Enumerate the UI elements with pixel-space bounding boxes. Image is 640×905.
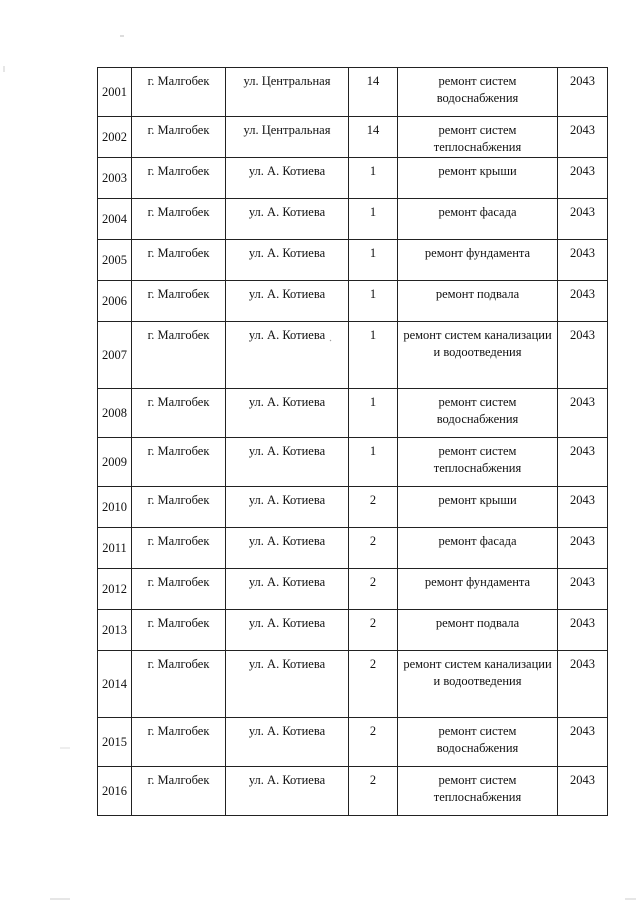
city-cell: г. Малгобек (132, 610, 226, 651)
street-cell: ул. А. Котиева (226, 569, 349, 610)
row-number-cell: 2005 (98, 240, 132, 281)
year-cell: 2043 (558, 487, 608, 528)
city-cell: г. Малгобек (132, 528, 226, 569)
city-cell: г. Малгобек (132, 158, 226, 199)
street-cell: ул. А. Котиева (226, 281, 349, 322)
row-number-cell: 2006 (98, 281, 132, 322)
table-row (98, 528, 608, 569)
year-cell: 2043 (558, 199, 608, 240)
row-number-cell: 2008 (98, 389, 132, 438)
city-cell: г. Малгобек (132, 651, 226, 718)
city-cell: г. Малгобек (132, 487, 226, 528)
table-row (98, 487, 608, 528)
table-row (98, 767, 608, 816)
row-number-cell: 2003 (98, 158, 132, 199)
row-number-cell: 2014 (98, 651, 132, 718)
work-type-cell: ремонт подвала (398, 281, 558, 322)
table-row (98, 281, 608, 322)
year-cell: 2043 (558, 718, 608, 767)
street-cell: ул. А. Котиева (226, 322, 349, 389)
street-cell: ул. А. Котиева (226, 487, 349, 528)
city-cell: г. Малгобек (132, 569, 226, 610)
work-type-cell: ремонт систем теплоснабжения (398, 117, 558, 158)
street-cell: ул. Центральная (226, 68, 349, 117)
house-number-cell: 2 (349, 569, 398, 610)
table-row (98, 610, 608, 651)
year-cell: 2043 (558, 389, 608, 438)
table-body (98, 68, 608, 816)
year-cell: 2043 (558, 528, 608, 569)
year-cell: 2043 (558, 610, 608, 651)
street-cell: ул. А. Котиева (226, 438, 349, 487)
city-cell: г. Малгобек (132, 240, 226, 281)
house-number-cell: 1 (349, 158, 398, 199)
work-type-cell: ремонт систем канализации и водоотведения (398, 651, 558, 718)
table-row (98, 240, 608, 281)
row-number-cell: 2010 (98, 487, 132, 528)
row-number-cell: 2007 (98, 322, 132, 389)
city-cell: г. Малгобек (132, 68, 226, 117)
row-number-cell: 2012 (98, 569, 132, 610)
city-cell: г. Малгобек (132, 389, 226, 438)
city-cell: г. Малгобек (132, 199, 226, 240)
street-cell: ул. А. Котиева (226, 651, 349, 718)
row-number-cell: 2015 (98, 718, 132, 767)
table-row (98, 322, 608, 389)
street-cell: ул. А. Котиева (226, 389, 349, 438)
house-number-cell: 14 (349, 68, 398, 117)
city-cell: г. Малгобек (132, 438, 226, 487)
year-cell: 2043 (558, 438, 608, 487)
table-row (98, 651, 608, 718)
house-number-cell: 1 (349, 389, 398, 438)
table-row (98, 438, 608, 487)
row-number-cell: 2016 (98, 767, 132, 816)
house-number-cell: 2 (349, 767, 398, 816)
row-number-cell: 2001 (98, 68, 132, 117)
work-type-cell: ремонт систем теплоснабжения (398, 767, 558, 816)
year-cell: 2043 (558, 240, 608, 281)
work-type-cell: ремонт крыши (398, 487, 558, 528)
table-row (98, 199, 608, 240)
year-cell: 2043 (558, 569, 608, 610)
house-number-cell: 1 (349, 281, 398, 322)
house-number-cell: 2 (349, 610, 398, 651)
street-cell: ул. А. Котиева (226, 199, 349, 240)
city-cell: г. Малгобек (132, 767, 226, 816)
house-number-cell: 1 (349, 199, 398, 240)
house-number-cell: 2 (349, 651, 398, 718)
table-row (98, 389, 608, 438)
house-number-cell: 2 (349, 718, 398, 767)
table-row (98, 117, 608, 158)
city-cell: г. Малгобек (132, 718, 226, 767)
year-cell: 2043 (558, 322, 608, 389)
table-row (98, 718, 608, 767)
year-cell: 2043 (558, 68, 608, 117)
table-row (98, 68, 608, 117)
row-number-cell: 2009 (98, 438, 132, 487)
house-number-cell: 1 (349, 240, 398, 281)
house-number-cell: 14 (349, 117, 398, 158)
year-cell: 2043 (558, 767, 608, 816)
row-number-cell: 2013 (98, 610, 132, 651)
work-type-cell: ремонт систем водоснабжения (398, 68, 558, 117)
work-type-cell: ремонт крыши (398, 158, 558, 199)
house-number-cell: 2 (349, 487, 398, 528)
table-row (98, 569, 608, 610)
street-cell: ул. А. Котиева (226, 158, 349, 199)
row-number-cell: 2004 (98, 199, 132, 240)
year-cell: 2043 (558, 651, 608, 718)
house-number-cell: 1 (349, 322, 398, 389)
city-cell: г. Малгобек (132, 281, 226, 322)
work-type-cell: ремонт систем водоснабжения (398, 718, 558, 767)
city-cell: г. Малгобек (132, 117, 226, 158)
street-cell: ул. А. Котиева (226, 240, 349, 281)
work-type-cell: ремонт подвала (398, 610, 558, 651)
repair-schedule-table (97, 67, 608, 816)
row-number-cell: 2011 (98, 528, 132, 569)
year-cell: 2043 (558, 281, 608, 322)
year-cell: 2043 (558, 117, 608, 158)
table-row (98, 158, 608, 199)
street-cell: ул. А. Котиева (226, 528, 349, 569)
work-type-cell: ремонт фасада (398, 528, 558, 569)
street-cell: ул. Центральная (226, 117, 349, 158)
city-cell: г. Малгобек (132, 322, 226, 389)
street-cell: ул. А. Котиева (226, 718, 349, 767)
work-type-cell: ремонт систем канализации и водоотведения (398, 322, 558, 389)
work-type-cell: ремонт систем теплоснабжения (398, 438, 558, 487)
street-cell: ул. А. Котиева (226, 767, 349, 816)
work-type-cell: ремонт систем водоснабжения (398, 389, 558, 438)
year-cell: 2043 (558, 158, 608, 199)
house-number-cell: 1 (349, 438, 398, 487)
street-cell: ул. А. Котиева (226, 610, 349, 651)
work-type-cell: ремонт фундамента (398, 569, 558, 610)
row-number-cell: 2002 (98, 117, 132, 158)
house-number-cell: 2 (349, 528, 398, 569)
work-type-cell: ремонт фундамента (398, 240, 558, 281)
work-type-cell: ремонт фасада (398, 199, 558, 240)
